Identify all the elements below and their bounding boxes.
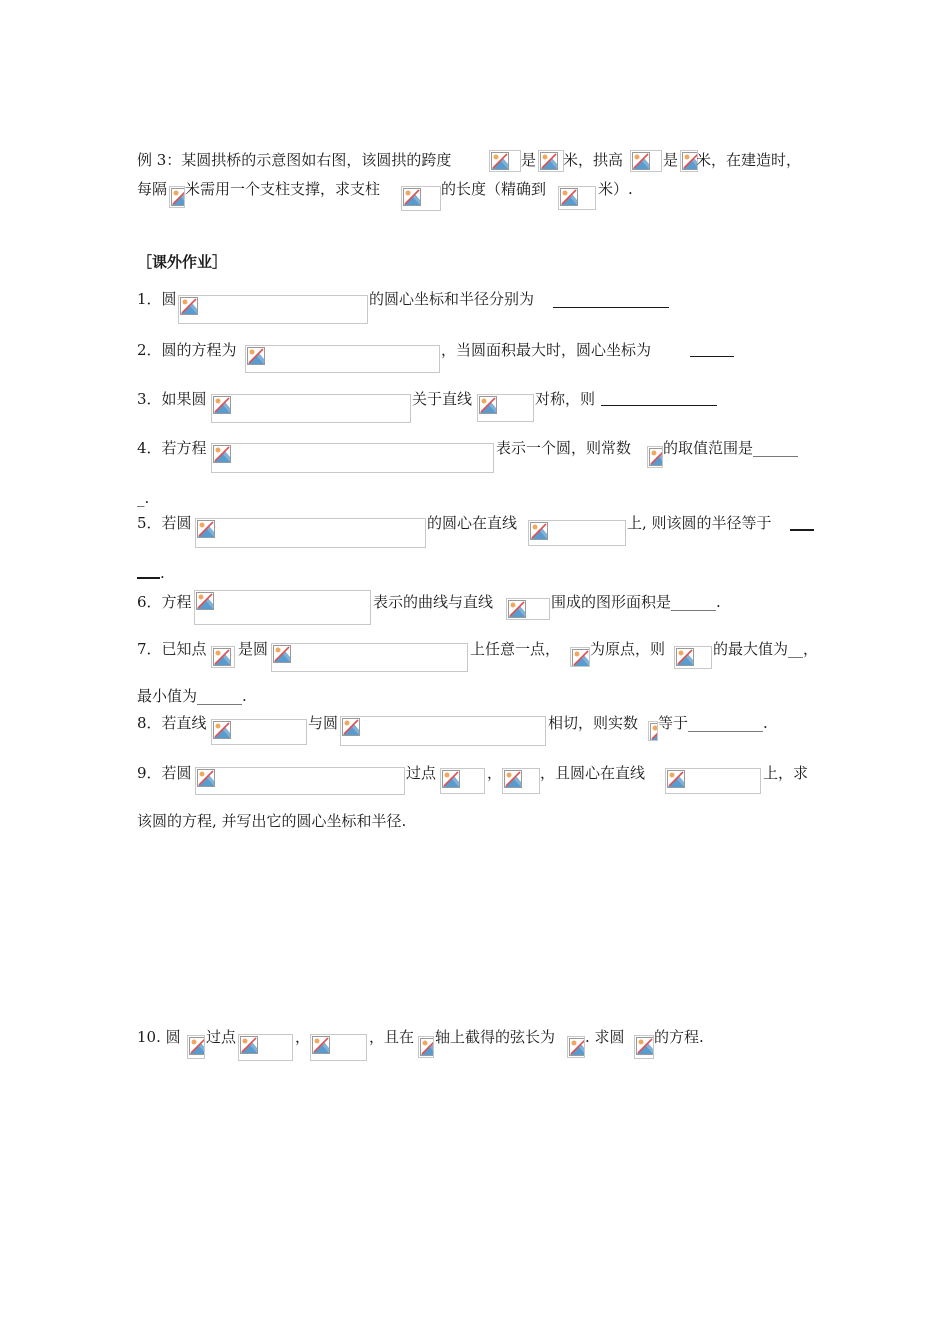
broken-image-icon [213, 445, 231, 463]
formula-image [211, 719, 307, 745]
formula-image [194, 590, 371, 625]
answer-blank [601, 391, 717, 406]
question-text: 上, 则该圆的半径等于 [627, 514, 772, 532]
formula-image [169, 186, 185, 208]
formula-image [648, 721, 658, 741]
broken-image-icon [632, 152, 650, 170]
question-text: 该圆的方程, 并写出它的圆心坐标和半径. [137, 812, 407, 830]
question-text: 8．若直线 [137, 714, 207, 732]
broken-image-icon [560, 188, 578, 206]
question-text: 与圆 [308, 714, 339, 732]
example-3-text: 是 [663, 151, 679, 169]
broken-image-icon [189, 1037, 205, 1055]
question-text: 4．若方程 [137, 439, 207, 457]
formula-image [211, 443, 494, 473]
question-text: 的圆心在直线 [427, 514, 518, 532]
question-text: 表示一个圆，则常数 [496, 439, 632, 457]
question-text: _. [137, 489, 150, 507]
answer-blank [137, 563, 160, 579]
example-3-text: 每隔 [137, 180, 168, 198]
broken-image-icon [180, 297, 198, 315]
question-text: ，且在 [369, 1028, 415, 1046]
broken-image-icon [213, 648, 231, 666]
formula-image [178, 295, 368, 324]
broken-image-icon [420, 1038, 434, 1056]
formula-image [634, 1035, 654, 1059]
formula-image [647, 446, 663, 468]
broken-image-icon [273, 645, 291, 663]
example-3-text: 米）. [598, 180, 633, 198]
formula-image [418, 1036, 434, 1058]
formula-image [401, 186, 441, 211]
formula-image [665, 768, 761, 794]
example-3-text: 米需用一个支柱支撑，求支柱 [185, 180, 381, 198]
question-text: 上任意一点， [470, 640, 561, 658]
formula-image [570, 647, 590, 667]
question-text: ， [487, 764, 503, 782]
question-text: 的圆心坐标和半径分别为 [369, 290, 535, 308]
question-text: 的方程. [654, 1028, 704, 1046]
question-text: 的取值范围是______ [663, 439, 799, 457]
question-text: 相切，则实数 [548, 714, 639, 732]
formula-image [538, 150, 564, 172]
question-text: 1．圆 [137, 290, 177, 308]
question-text: 表示的曲线与直线 [373, 593, 494, 611]
example-3-text: 米，在建造时， [696, 151, 802, 169]
formula-image [187, 1035, 205, 1059]
question-text: ，当圆面积最大时，圆心坐标为 [441, 341, 652, 359]
answer-blank [553, 293, 669, 308]
broken-image-icon [569, 1038, 585, 1056]
formula-image [271, 643, 468, 672]
formula-image [502, 768, 540, 794]
question-text: 过点 [406, 764, 437, 782]
formula-image [489, 150, 521, 172]
question-text: ，且圆心在直线 [540, 764, 646, 782]
question-text: 关于直线 [412, 390, 473, 408]
formula-image [630, 150, 662, 172]
question-text: 是圆 [238, 640, 269, 658]
question-text: 过点 [206, 1028, 237, 1046]
broken-image-icon [312, 1036, 330, 1054]
question-text: 上，求 [763, 764, 809, 782]
question-text: 10. 圆 [137, 1028, 181, 1046]
question-text: 7．已知点 [137, 640, 207, 658]
broken-image-icon [442, 770, 460, 788]
formula-image [506, 598, 550, 620]
broken-image-icon [572, 649, 590, 667]
formula-image [340, 716, 546, 746]
formula-image [558, 186, 596, 210]
broken-image-icon [504, 770, 522, 788]
broken-image-icon [196, 592, 214, 610]
formula-image [238, 1034, 293, 1061]
question-text: ， [295, 1028, 311, 1046]
formula-image [477, 394, 534, 422]
example-3-text: 例 3：某圆拱桥的示意图如右图，该圆拱的跨度 [137, 151, 452, 169]
question-text: 2．圆的方程为 [137, 341, 237, 359]
formula-image [674, 646, 712, 669]
question-text: 3．如果圆 [137, 390, 207, 408]
broken-image-icon [479, 396, 497, 414]
example-3-text: 是 [521, 151, 537, 169]
broken-image-icon [171, 188, 185, 206]
question-text: 最小值为______. [137, 687, 247, 705]
broken-image-icon [197, 769, 215, 787]
answer-blank [690, 342, 734, 357]
formula-image [310, 1034, 367, 1061]
answer-blank [790, 515, 814, 531]
formula-image [195, 767, 405, 795]
formula-image [440, 768, 485, 794]
broken-image-icon [508, 600, 526, 618]
homework-heading: ［课外作业］ [137, 253, 228, 271]
broken-image-icon [197, 520, 215, 538]
broken-image-icon [540, 152, 558, 170]
formula-image [195, 518, 426, 548]
formula-image [211, 394, 411, 423]
broken-image-icon [403, 188, 421, 206]
question-text: 对称，则 [535, 390, 596, 408]
question-text: 6．方程 [137, 593, 192, 611]
formula-image [567, 1036, 585, 1058]
broken-image-icon [342, 718, 360, 736]
broken-image-icon [676, 648, 694, 666]
example-3-text: 的长度（精确到 [441, 180, 547, 198]
question-text: 围成的图形面积是______. [551, 593, 721, 611]
question-text: 为原点，则 [590, 640, 666, 658]
formula-image [211, 646, 235, 668]
formula-image [528, 520, 626, 546]
question-text: 轴上截得的弦长为 [435, 1028, 556, 1046]
broken-image-icon [491, 152, 509, 170]
broken-image-icon [667, 770, 685, 788]
broken-image-icon [240, 1036, 258, 1054]
question-text: 5．若圆 [137, 514, 192, 532]
question-text: 9．若圆 [137, 764, 192, 782]
broken-image-icon [650, 723, 658, 741]
question-text: . 求圆 [585, 1028, 625, 1046]
example-3-text: 米，拱高 [563, 151, 624, 169]
broken-image-icon [636, 1037, 654, 1055]
question-text: . [160, 564, 165, 582]
formula-image [245, 345, 440, 373]
broken-image-icon [247, 347, 265, 365]
broken-image-icon [649, 448, 663, 466]
broken-image-icon [213, 721, 231, 739]
question-text: 等于__________. [658, 714, 768, 732]
broken-image-icon [213, 396, 231, 414]
broken-image-icon [530, 522, 548, 540]
question-text: 的最大值为__， [713, 640, 819, 658]
